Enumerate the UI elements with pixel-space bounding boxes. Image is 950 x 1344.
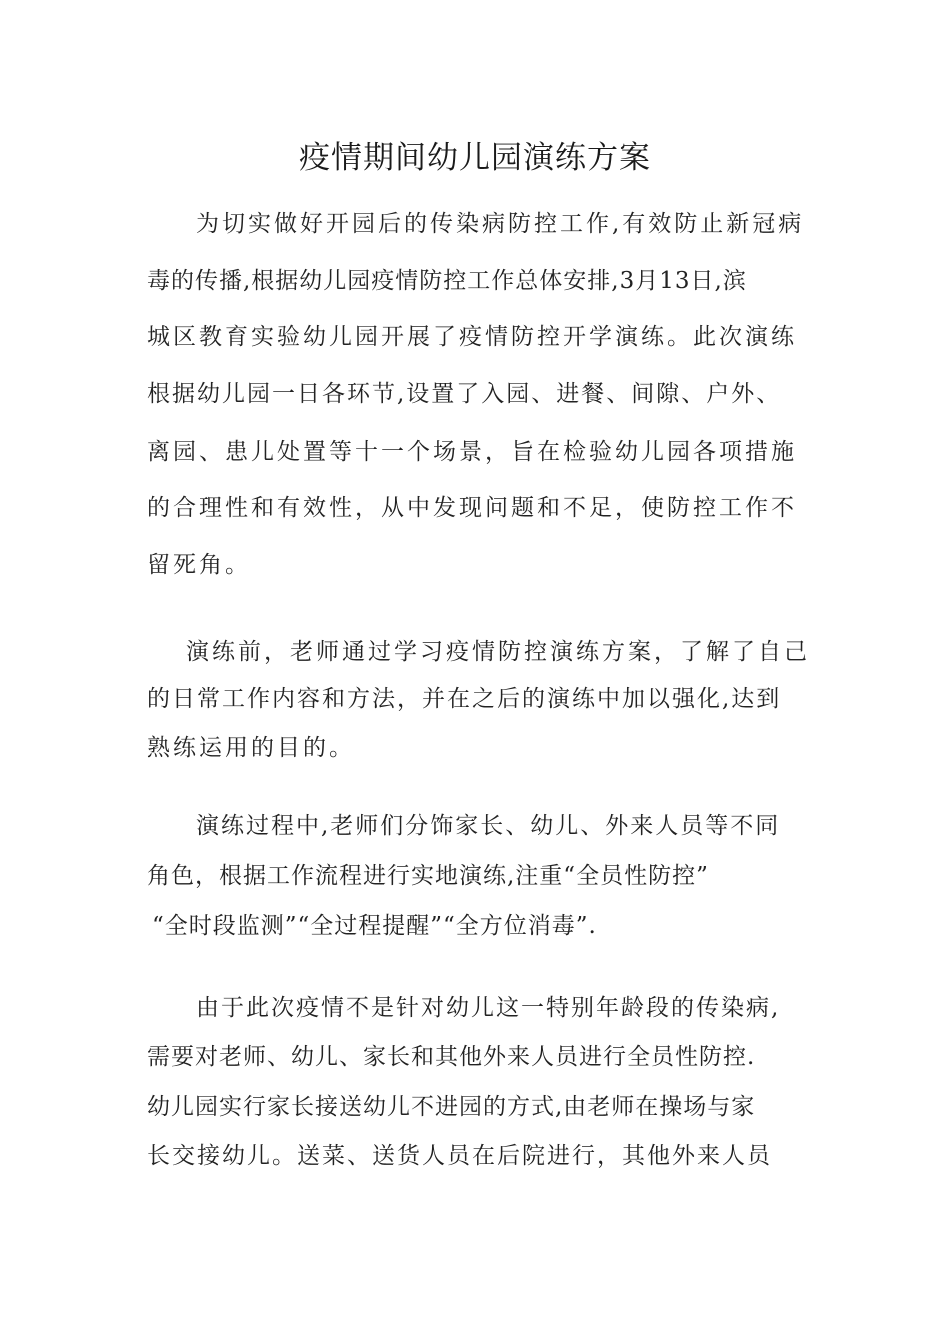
paragraph-line: 由于此次疫情不是针对幼儿这一特别年龄段的传染病, — [196, 995, 781, 1021]
paragraph-line: 根据幼儿园一日各环节,设置了入园、进餐、间隙、户外、 — [147, 381, 782, 407]
paragraph-line: 角色，根据工作流程进行实地演练,注重“全员性防控” — [147, 863, 709, 889]
paragraph-line: 留死角。 — [147, 552, 251, 578]
paragraph-line: 的合理性和有效性，从中发现问题和不足，使防控工作不 — [147, 495, 797, 521]
paragraph-line: 城区教育实验幼儿园开展了疫情防控开学演练。此次演练 — [147, 324, 797, 350]
paragraph-line: 毒的传播,根据幼儿园疫情防控工作总体安排,3月13日,滨 — [147, 268, 747, 294]
paragraph-line: 的日常工作内容和方法，并在之后的演练中加以强化,达到 — [147, 686, 782, 712]
paragraph-line: 幼儿园实行家长接送幼儿不进园的方式,由老师在操场与家 — [147, 1094, 756, 1120]
document-title: 疫情期间幼儿园演练方案 — [299, 140, 651, 176]
paragraph-line: 长交接幼儿。送菜、送货人员在后院进行，其他外来人员 — [147, 1143, 772, 1169]
paragraph-line: 熟练运用的目的。 — [147, 735, 355, 761]
paragraph-line: 演练前，老师通过学习疫情防控演练方案，了解了自己 — [186, 639, 810, 665]
paragraph-line: 为切实做好开园后的传染病防控工作,有效防止新冠病 — [196, 211, 805, 237]
paragraph-line: 需要对老师、幼儿、家长和其他外来人员进行全员性防控. — [147, 1044, 756, 1070]
paragraph-line: 离园、患儿处置等十一个场景，旨在检验幼儿园各项措施 — [147, 439, 797, 465]
paragraph-line: 演练过程中,老师们分饰家长、幼儿、外来人员等不同 — [196, 813, 781, 839]
paragraph-line: “全时段监测”“全过程提醒”“全方位消毒”. — [152, 913, 597, 939]
